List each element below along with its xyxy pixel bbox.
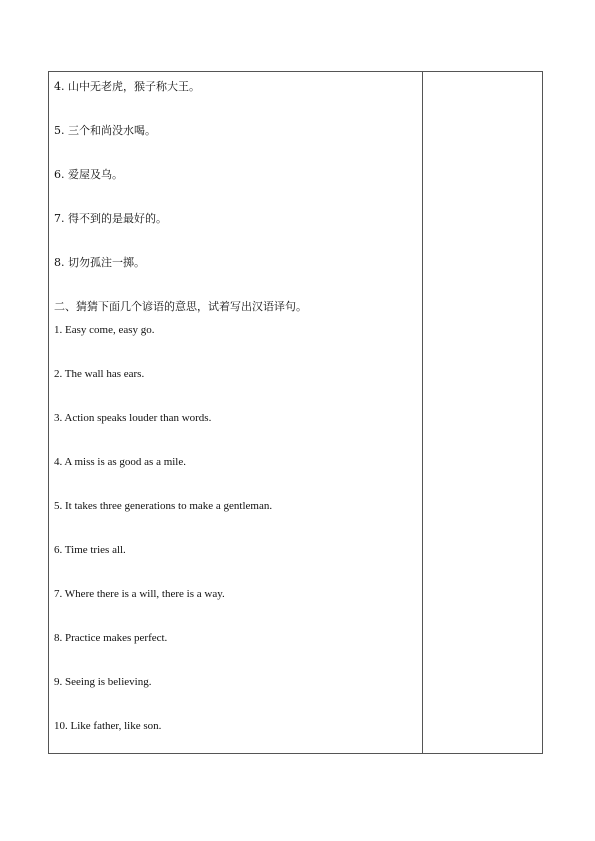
proverb-en-4: 4. A miss is as good as a mile. <box>54 456 186 468</box>
proverb-cn-6: 6. 爱屋及乌。 <box>54 168 123 181</box>
section-two-heading: 二、猜猜下面几个谚语的意思，试着写出汉语译句。 <box>54 300 307 313</box>
column-divider <box>422 72 423 753</box>
proverb-en-8: 8. Practice makes perfect. <box>54 632 168 644</box>
proverb-en-6: 6. Time tries all. <box>54 544 126 556</box>
proverb-en-10: 10. Like father, like son. <box>54 720 162 732</box>
proverb-en-9: 9. Seeing is believing. <box>54 676 152 688</box>
proverb-en-2: 2. The wall has ears. <box>54 368 145 380</box>
proverb-cn-7: 7. 得不到的是最好的。 <box>54 212 167 225</box>
proverb-cn-4: 4. 山中无老虎，猴子称大王。 <box>54 80 200 93</box>
proverb-cn-8: 8. 切勿孤注一掷。 <box>54 256 145 269</box>
proverb-en-5: 5. It takes three generations to make a gentleman. <box>54 500 273 512</box>
proverb-en-7: 7. Where there is a will, there is a way. <box>54 588 225 600</box>
proverb-en-3: 3. Action speaks louder than words. <box>54 412 212 424</box>
worksheet-table <box>48 71 543 754</box>
proverb-cn-5: 5. 三个和尚没水喝。 <box>54 124 156 137</box>
proverb-en-1: 1. Easy come, easy go. <box>54 324 155 336</box>
